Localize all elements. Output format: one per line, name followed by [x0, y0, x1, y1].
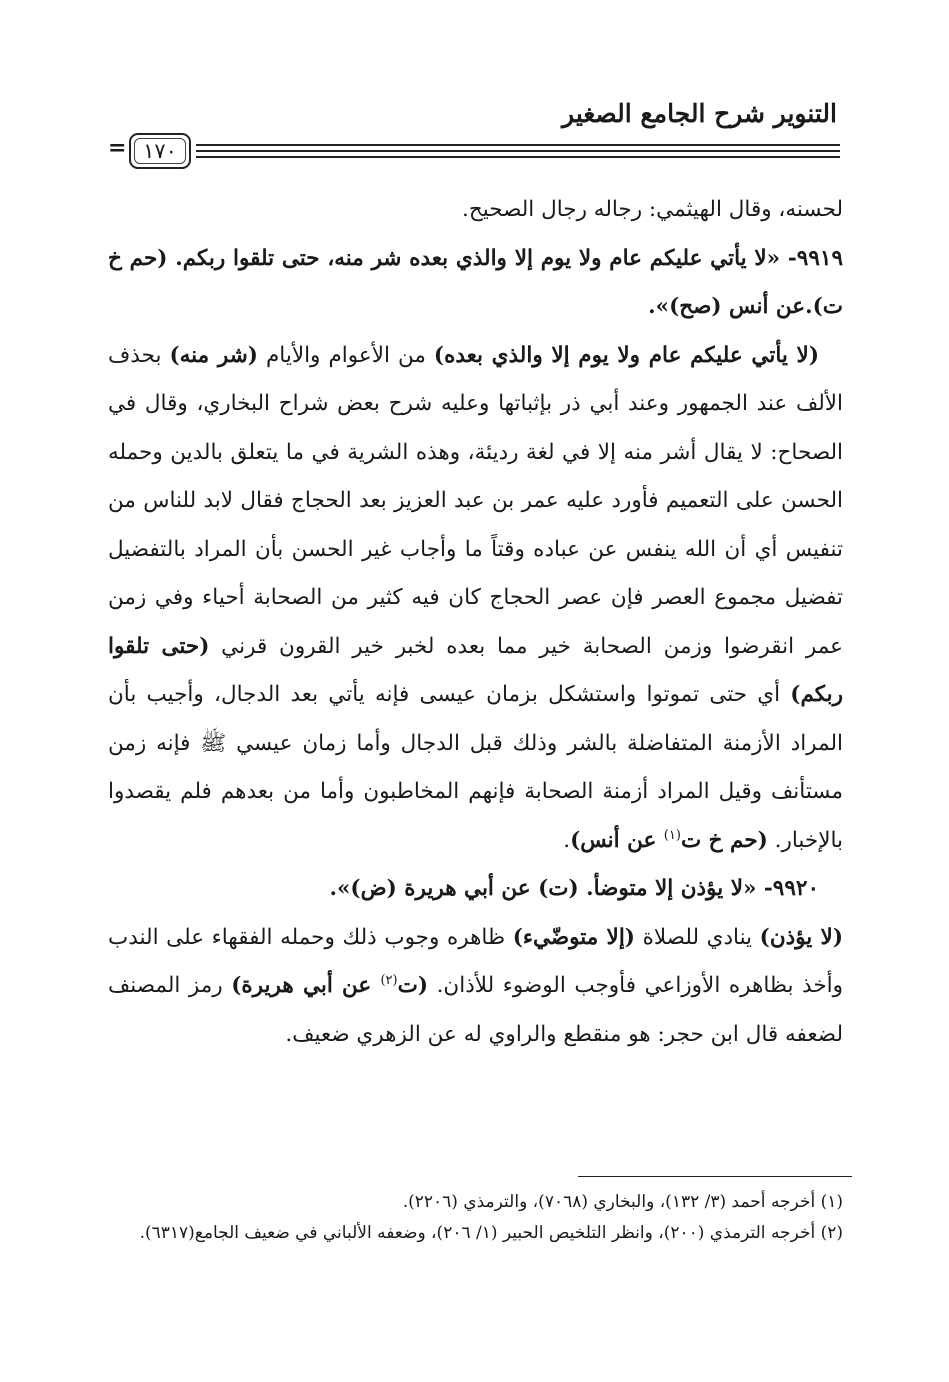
quoted-phrase: (شر منه)	[169, 342, 258, 368]
hadith-9920	[108, 865, 843, 914]
quoted-phrase: (لا يأتي عليكم عام ولا يوم إلا والذي بعده)	[433, 342, 819, 368]
commentary-text: .	[563, 827, 571, 853]
source-ref: (حم خ ت	[680, 827, 768, 853]
source-ref: عن أبي هريرة)	[231, 973, 381, 998]
commentary-text: ظاهره وجوب ذلك وحمله الفقهاء على الندب وأخذ بظاهره الأوزاعي فأوجب الوضوء للأذان.	[108, 924, 843, 998]
hadith-text: ٩٩١٩- «لا يأتي عليكم عام ولا يوم إلا والذي بعده شر منه، حتى تلقوا ربكم. (حم خ ت).عن أنس (صح)».	[108, 245, 843, 319]
footnotes	[108, 1187, 843, 1249]
source-ref: (ت	[397, 973, 429, 998]
quoted-phrase: (إلا متوضّيء)	[512, 924, 635, 950]
header-mark: =	[108, 135, 127, 161]
header-rule	[196, 156, 840, 158]
commentary-9920	[108, 914, 843, 1060]
running-title: التنوير شرح الجامع الصغير	[562, 99, 837, 128]
footnote-separator	[578, 1176, 852, 1177]
commentary-text: ينادي للصلاة	[634, 924, 760, 950]
footnote-ref: (٢)	[380, 972, 398, 988]
header-rule	[196, 144, 840, 146]
commentary-9919	[108, 332, 843, 866]
commentary-text: من الأعوام والأيام	[257, 342, 434, 368]
page-number-box	[129, 133, 191, 169]
hadith-text: ٩٩٢٠- «لا يؤذن إلا متوضأ. (ت) عن أبي هريرة (ض)».	[329, 876, 819, 901]
commentary-text: بحذف الألف عند الجمهور وعند أبي ذر بإثباتها وعليه شرح بعض شراح البخاري، وقال في الصحاح: لا يقال أشر منه إلا في لغة رديئة، وهذه الشرية في ما يتعلق بالدين وحمله الحسن على التعميم فأورد عليه عمر بن عبد العزيز بعد الحجاج فقال لابد للناس من تنفيس أي أن الله ينفس عن عباده وقتاً ما وأجاب غير الحسن بأن المراد بالتفضيل تفضيل مجموع العصر فإن عصر الحجاج كان فيه كثير من الصحابة أحياء وفي زمن عمر انقرضوا وزمن الصحابة خير مما بعده لخبر خير القرون قرني	[108, 342, 844, 659]
paragraph: لحسنه، وقال الهيثمي: رجاله رجال الصحيح.	[462, 197, 843, 222]
quoted-phrase: (حتى تلقوا ربكم)	[108, 633, 843, 707]
footnote-1: (١) أخرجه أحمد (٣/ ١٣٢)، والبخاري (٧٠٦٨)، والترمذي (٢٢٠٦).	[402, 1192, 843, 1212]
main-text	[108, 186, 843, 1059]
header-rule	[196, 150, 840, 152]
commentary-text: أي حتى تموتوا واستشكل بزمان عيسى فإنه يأتي بعد الدجال، وأجيب بأن المراد الأزمنة المتفاضلة بالشر وذلك قبل الدجال وأما زمان عيسي ﷺ فإنه زمن مستأنف وقيل المراد أزمنة الصحابة فإنهم المخاطبون وأما من بعدهم فلم يقصدوا بالإخبار.	[108, 682, 843, 853]
hadith-9919	[108, 235, 843, 332]
source-ref: عن أنس)	[570, 827, 664, 853]
quoted-phrase: (لا يؤذن)	[759, 924, 843, 950]
footnote-ref: (١)	[663, 827, 681, 843]
footnote-2: (٢) أخرجه الترمذي (٢٠٠)، وانظر التلخيص الحبير (١/ ٢٠٦)، وضعفه الألباني في ضعيف الجامع(٦٣١٧).	[139, 1223, 843, 1243]
page-number: ١٧٠	[143, 139, 177, 163]
commentary-text: رمز المصنف لضعفه قال ابن حجر: هو منقطع والراوي له عن الزهري ضعيف.	[108, 973, 843, 1047]
